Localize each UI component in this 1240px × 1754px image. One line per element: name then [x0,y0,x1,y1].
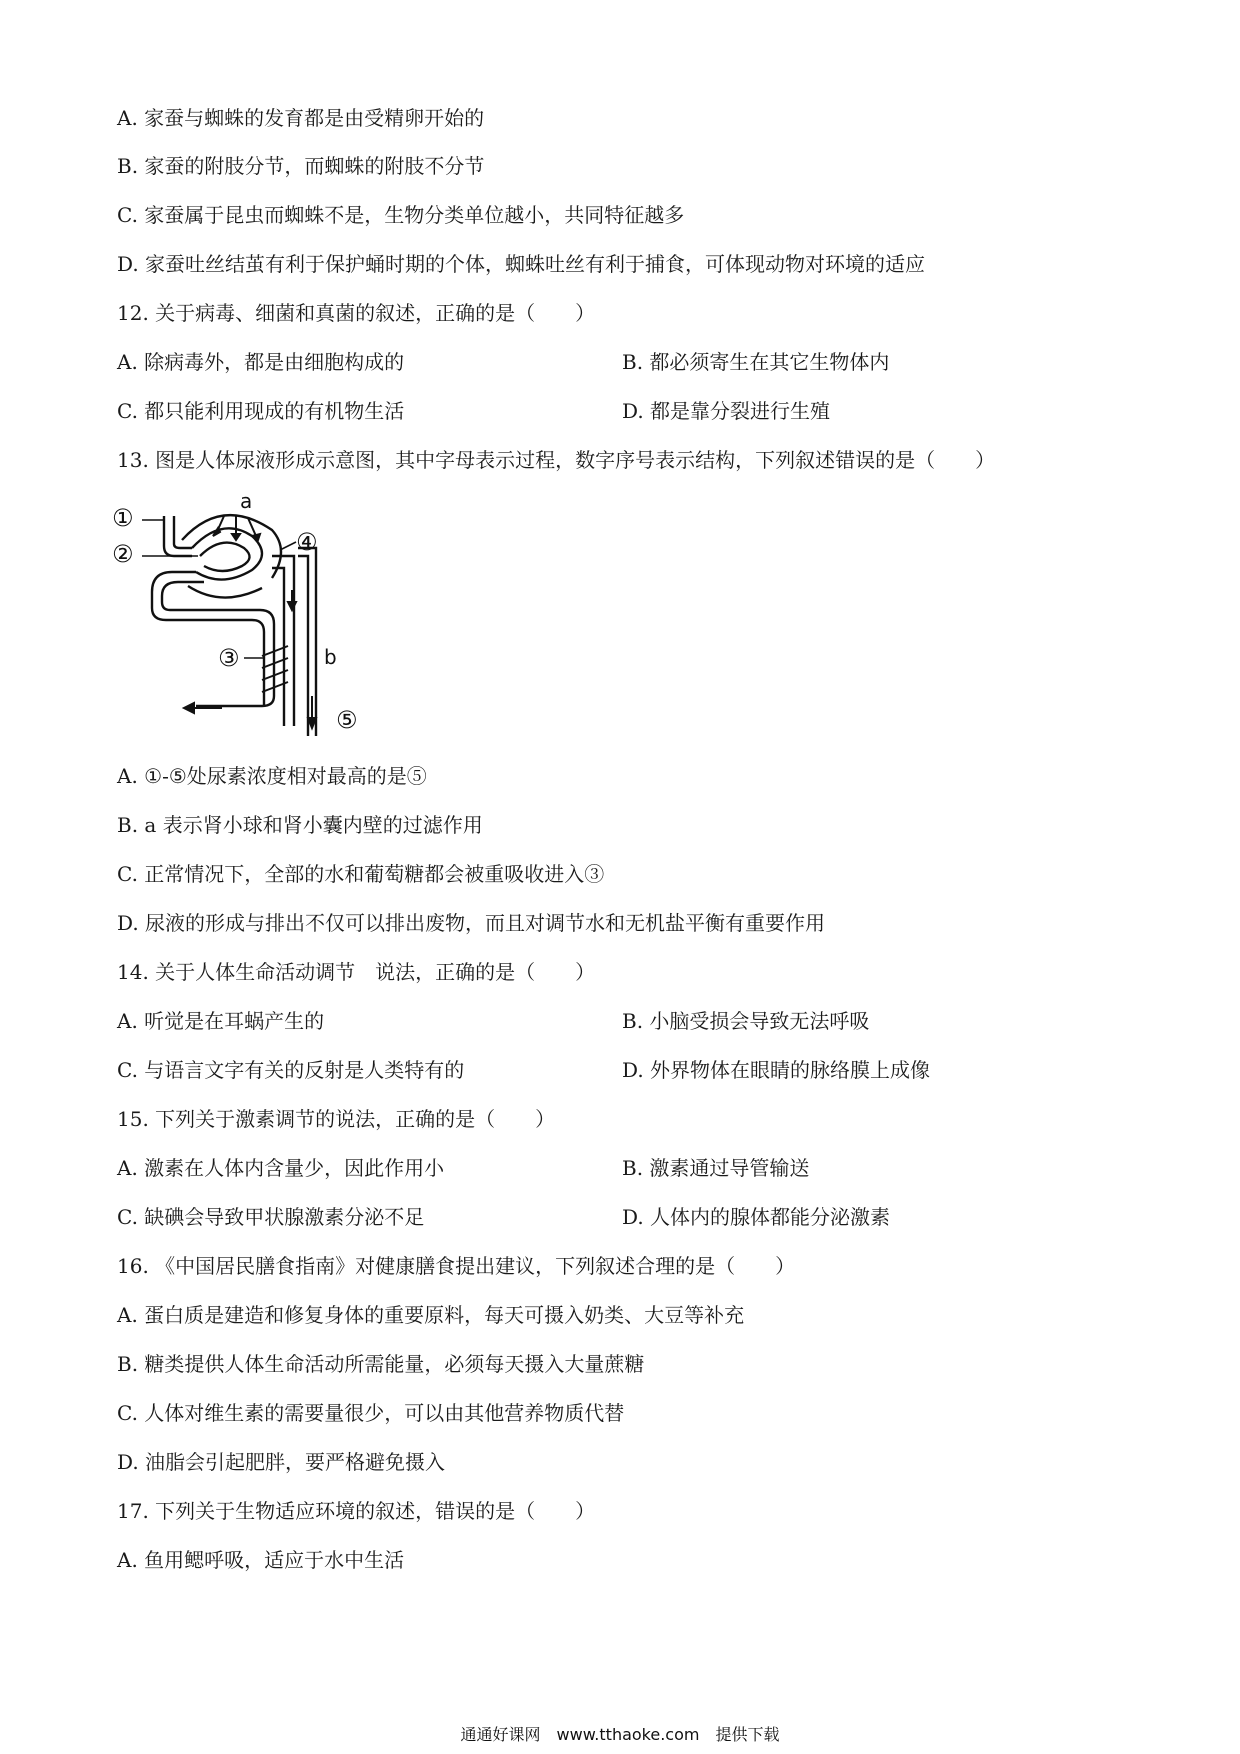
page-footer: 通通好课网 www.tthaoke.com 提供下载 [460,1725,780,1744]
q12-option-b: B. 都必须寄生在其它生物体内 [622,350,890,374]
q13-option-a: A. ①-⑤处尿素浓度相对最高的是⑤ [117,764,427,788]
label-5: ⑤ [336,706,358,734]
nephron-diagram [112,496,372,736]
q17-stem: 17. 下列关于生物适应环境的叙述，错误的是（ ） [117,1499,596,1523]
label-1: ① [112,504,134,532]
q14-option-d: D. 外界物体在眼睛的脉络膜上成像 [622,1058,931,1082]
q14-option-b: B. 小脑受损会导致无法呼吸 [622,1009,870,1033]
q12-option-a: A. 除病毒外，都是由细胞构成的 [117,350,405,374]
label-b: b [324,645,337,669]
q12-option-c: C. 都只能利用现成的有机物生活 [117,399,405,423]
q15-option-a: A. 激素在人体内含量少，因此作用小 [117,1156,445,1180]
q11-option-b: B. 家蚕的附肢分节，而蜘蛛的附肢不分节 [117,154,485,178]
q13-stem: 13. 图是人体尿液形成示意图，其中字母表示过程，数字序号表示结构，下列叙述错误的是（ ） [117,448,996,472]
q16-option-b: B. 糖类提供人体生命活动所需能量，必须每天摄入大量蔗糖 [117,1352,645,1376]
q13-option-d: D. 尿液的形成与排出不仅可以排出废物，而且对调节水和无机盐平衡有重要作用 [117,911,826,935]
q16-option-c: C. 人体对维生素的需要量很少，可以由其他营养物质代替 [117,1401,625,1425]
q14-option-a: A. 听觉是在耳蜗产生的 [117,1009,325,1033]
q12-stem: 12. 关于病毒、细菌和真菌的叙述，正确的是（ ） [117,301,596,325]
q14-stem: 14. 关于人体生命活动调节 说法，正确的是（ ） [117,960,596,984]
q11-option-c: C. 家蚕属于昆虫而蜘蛛不是，生物分类单位越小，共同特征越多 [117,203,685,227]
q11-option-d: D. 家蚕吐丝结茧有利于保护蛹时期的个体，蜘蛛吐丝有利于捕食，可体现动物对环境的适应 [117,252,926,276]
q17-option-a: A. 鱼用鳃呼吸，适应于水中生活 [117,1548,405,1572]
label-4: ④ [296,528,318,556]
q12-option-d: D. 都是靠分裂进行生殖 [622,399,831,423]
q11-option-a: A. 家蚕与蜘蛛的发育都是由受精卵开始的 [117,106,485,130]
q16-stem: 16. 《中国居民膳食指南》对健康膳食提出建议，下列叙述合理的是（ ） [117,1254,796,1278]
q15-stem: 15. 下列关于激素调节的说法，正确的是（ ） [117,1107,556,1131]
label-a: a [240,496,253,513]
collecting-duct [298,556,308,736]
q15-option-c: C. 缺碘会导致甲状腺激素分泌不足 [117,1205,425,1229]
q16-option-a: A. 蛋白质是建造和修复身体的重要原料，每天可摄入奶类、大豆等补充 [117,1303,745,1327]
q15-option-b: B. 激素通过导管输送 [622,1156,810,1180]
efferent-arteriole [152,572,264,706]
label-2: ② [112,540,134,568]
q13-option-c: C. 正常情况下，全部的水和葡萄糖都会被重吸收进入③ [117,862,605,886]
q14-option-c: C. 与语言文字有关的反射是人类特有的 [117,1058,465,1082]
afferent-arteriole [164,516,192,556]
bowman-capsule [182,515,281,578]
q15-option-d: D. 人体内的腺体都能分泌激素 [622,1205,891,1229]
q16-option-d: D. 油脂会引起肥胖，要严格避免摄入 [117,1450,446,1474]
q13-option-b: B. a 表示肾小球和肾小囊内壁的过滤作用 [117,813,483,837]
label-3: ③ [218,644,240,672]
